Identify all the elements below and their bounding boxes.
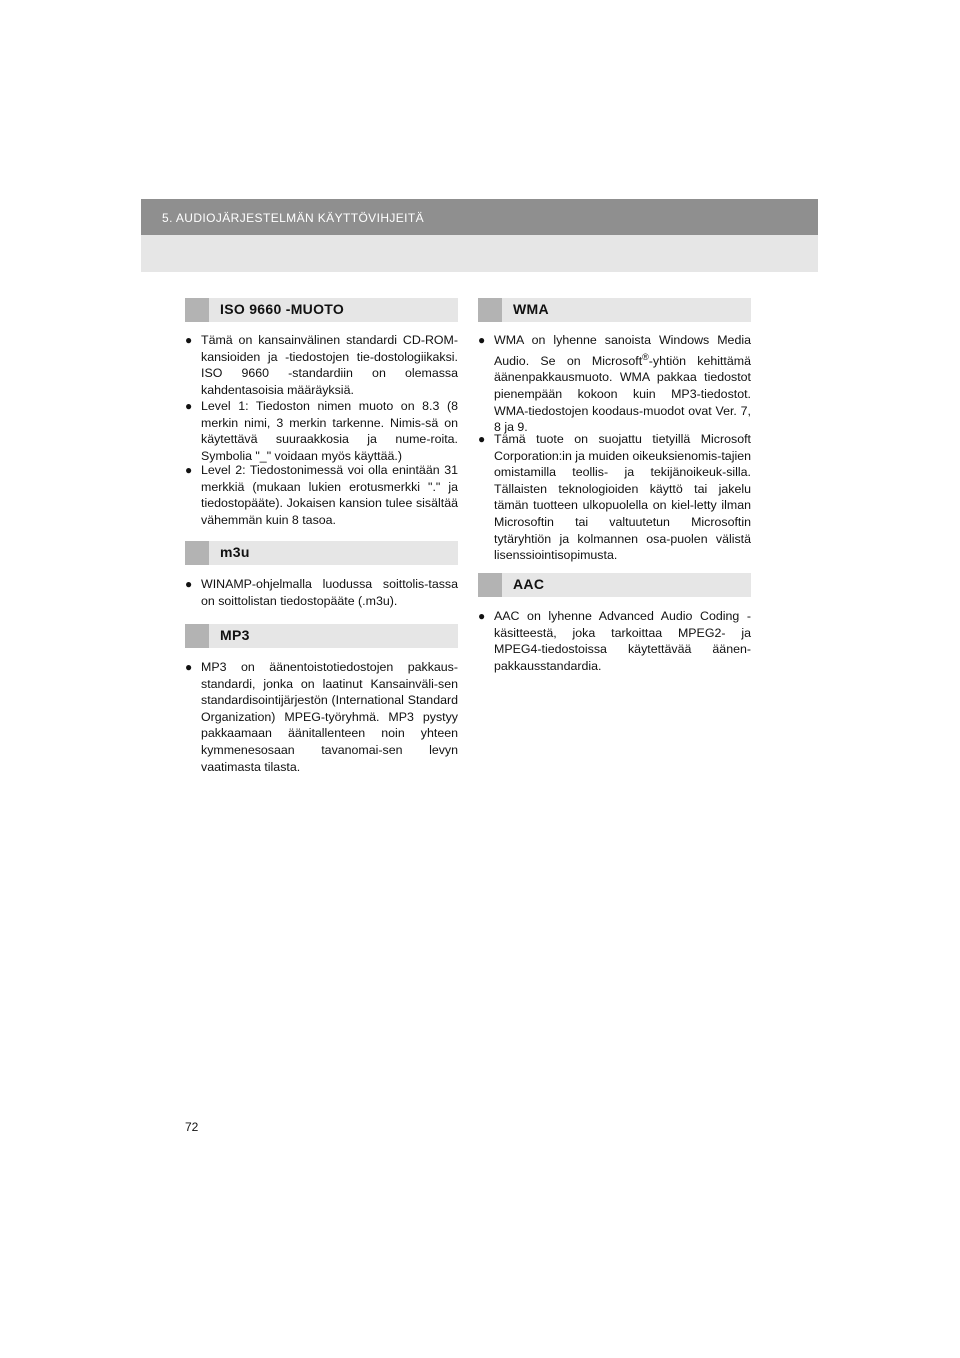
list-item xyxy=(478,608,751,674)
wma-text-part: -yhtiön kehittämä äänenpakkausmuoto. WMA pakkaa tiedostot pienempään kokoon kuin MP3-tiedostot. WMA-tiedostojen koodaus-muodot ovat Ver. 7, 8 ja 9. xyxy=(494,353,751,435)
list-item-text: Level 2: Tiedostonimessä voi olla enintään 31 merkkiä (mukaan lukien erotusmerkki "." ja tiedostopääte). Jokaisen kansion tulee sisältää vähemmän kuin 8 tasoa. xyxy=(201,463,458,527)
section-heading-mp3 xyxy=(185,624,458,648)
bullet-icon: ● xyxy=(185,577,193,591)
page-number: 72 xyxy=(185,1120,199,1134)
list-item xyxy=(185,659,458,775)
list-item-text xyxy=(494,332,751,436)
section-heading-label: WMA xyxy=(513,301,549,317)
list-item xyxy=(185,576,458,609)
section-heading-m3u xyxy=(185,541,458,565)
section-heading-label: ISO 9660 -MUOTO xyxy=(220,301,345,317)
list-item-text: Level 1: Tiedoston nimen muoto on 8.3 (8 merkin nimi, 3 merkin tarkenne. Nimis-sä on käytettävä suuraakkosia ja nume-roita. Symbolia "_" voidaan myös käyttää.) xyxy=(201,399,458,463)
bullet-icon: ● xyxy=(478,432,486,446)
header-band xyxy=(141,235,818,272)
section-heading-iso9660 xyxy=(185,298,458,322)
chapter-title: 5. AUDIOJÄRJESTELMÄN KÄYTTÖVIHJEITÄ xyxy=(162,211,425,225)
section-heading-label: m3u xyxy=(220,544,250,560)
list-item xyxy=(478,332,751,436)
bullet-icon: ● xyxy=(185,399,193,413)
section-heading-label: AAC xyxy=(513,576,545,592)
list-item xyxy=(478,431,751,564)
list-item-text: Tämä on kansainvälinen standardi CD-ROM-kansioiden ja -tiedostojen tie-dostologiikaksi. ISO 9660 -standardiin on olemassa kahdentasoisia määräyksiä. xyxy=(201,333,458,397)
list-item xyxy=(185,398,458,464)
wma-text-part: WMA on lyhenne sanoista Windows Media Audio. Se on Microsoft xyxy=(494,333,751,368)
section-heading-aac xyxy=(478,573,751,597)
list-item-text: Tämä tuote on suojattu tietyillä Microsoft Corporation:in ja muiden oikeuksienomis-tajien omistamilla teollis- ja tekijänoikeuk-silla. Tällaisten teknologioiden käyttö tai jakelu tämän tuotteen ulkopuolella on kiel-letty ilman Microsoftin tai valtuutetun Microsoftin tytäryhtiön ja kolmannen osa-puolen välistä lisenssiointisopimusta. xyxy=(494,432,751,563)
list-item-text: AAC on lyhenne Advanced Audio Coding -käsitteestä, joka tarkoittaa MPEG2- ja MPEG4-tiedostoissa käytettävää äänen-pakkausstandardia. xyxy=(494,609,751,673)
section-marker xyxy=(185,624,209,648)
list-item xyxy=(185,332,458,398)
section-heading-label: MP3 xyxy=(220,627,250,643)
section-heading-wma xyxy=(478,298,751,322)
list-item-text: MP3 on äänentoistotiedostojen pakkaus-standardi, jonka on laatinut Kansainväli-sen standardisointijärjestön (International Standard Organization) MPEG-työryhmä. MP3 pystyy pakkaamaan äänitallenteen noin yhteen kymmenesosaan tavanomai-sen levyn vaatimasta tilasta. xyxy=(201,660,458,774)
section-marker xyxy=(185,298,209,322)
list-item-text: WINAMP-ohjelmalla luodussa soittolis-tassa on soittolistan tiedostopääte (.m3u). xyxy=(201,577,458,608)
chapter-header-bar xyxy=(141,199,818,235)
bullet-icon: ● xyxy=(478,609,486,623)
section-marker xyxy=(478,573,502,597)
bullet-icon: ● xyxy=(185,333,193,347)
registered-mark: ® xyxy=(642,351,649,362)
section-marker xyxy=(478,298,502,322)
bullet-icon: ● xyxy=(185,660,193,674)
section-marker xyxy=(185,541,209,565)
bullet-icon: ● xyxy=(478,333,486,347)
list-item xyxy=(185,462,458,528)
bullet-icon: ● xyxy=(185,463,193,477)
